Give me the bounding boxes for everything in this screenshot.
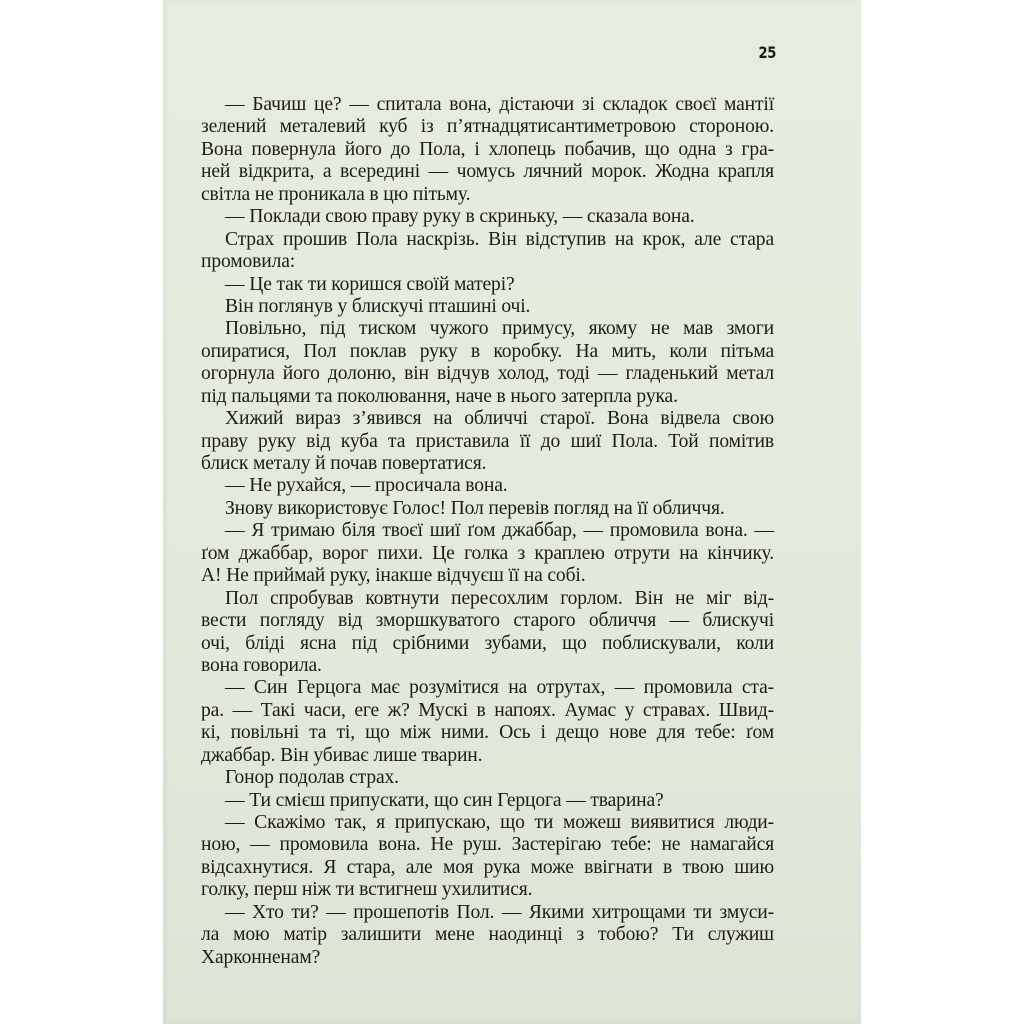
text-line: А! Не приймай руку, інакше відчуєш її на собі. bbox=[201, 565, 586, 587]
text-line: промовила: bbox=[201, 251, 296, 273]
text-line: — Не рухайся, — просичала вона. bbox=[225, 475, 508, 497]
text-line: Він поглянув у блискучі пташині очі. bbox=[225, 295, 531, 317]
text-line: ра. — Такі часи, еге ж? Мускі в напоях. Аумас у стравах. Швид- bbox=[201, 699, 774, 721]
text-line: — Син Герцога має розумітися на отрутах, — промовила ста- bbox=[225, 677, 774, 699]
text-line: — Поклади свою праву руку в скриньку, — сказала вона. bbox=[225, 206, 695, 228]
text-line: опиратися, Пол поклав руку в коробку. На мить, коли пітьма bbox=[201, 340, 774, 362]
text-line: — Хто ти? — прошепотів Пол. — Якими хитрощами ти змуси- bbox=[225, 901, 774, 923]
text-line: ней відкрита, а всередині — чомусь лячний морок. Жодна крапля bbox=[201, 161, 774, 183]
text-line: очі, бліді ясна під срібними зубами, що поблискували, коли bbox=[201, 632, 774, 654]
text-line: Повільно, під тиском чужого примусу, якому не мав змоги bbox=[225, 318, 774, 340]
text-line: Страх прошив Пола наскрізь. Він відступив на крок, але стара bbox=[225, 228, 774, 250]
text-line: ною, — промовила вона. Не руш. Застерігаю тебе: не намагайся bbox=[201, 834, 774, 856]
text-line: праву руку від куба та приставила її до шиї Пола. Той помітив bbox=[201, 430, 774, 452]
body-text bbox=[201, 94, 774, 969]
text-line: — Я тримаю біля твоєї шиї ґом джаббар, — промовила вона. — bbox=[225, 520, 774, 542]
text-line: відсахнутися. Я стара, але моя рука може ввігнати в твою шию bbox=[201, 856, 774, 878]
text-line: ґом джаббар, ворог пихи. Це голка з краплею отрути на кінчику. bbox=[201, 542, 774, 564]
text-line: — Скажімо так, я припускаю, що ти можеш виявитися люди- bbox=[225, 812, 774, 833]
text-line: огорнула його долоню, він відчув холод, тоді — гладенький метал bbox=[201, 363, 774, 385]
text-line: Вона повернула його до Пола, і хлопець побачив, що одна з гра- bbox=[201, 138, 774, 160]
text-line: ла мою матір залишити мене наодинці з тобою? Ти служиш bbox=[201, 924, 774, 946]
text-line: — Ти смієш припускати, що син Герцога — тварина? bbox=[225, 789, 664, 811]
text-line: Хижий вираз з’явився на обличчі старої. Вона відвела свою bbox=[225, 408, 774, 430]
text-line: світла не проникала в цю пітьму. bbox=[201, 183, 471, 205]
text-line: — Бачиш це? — спитала вона, дістаючи зі складок своєї мантії bbox=[225, 94, 774, 115]
text-line: блиск металу й почав повертатися. bbox=[201, 453, 487, 474]
text-line: — Це так ти коришся своїй матері? bbox=[225, 273, 515, 295]
text-line: джаббар. Він убиває лише тварин. bbox=[201, 744, 483, 766]
text-line: вона говорила. bbox=[201, 654, 322, 676]
text-line: Гонор подолав страх. bbox=[225, 767, 399, 789]
text-line: під пальцями та поколювання, наче в нього затерпла рука. bbox=[201, 385, 678, 407]
text-line: вести погляду від зморшкуватого старого обличчя — блискучі bbox=[201, 610, 774, 632]
text-line: голку, перш ніж ти встигнеш ухилитися. bbox=[201, 879, 533, 901]
text-line: зелений металевий куб із п’ятнадцятисантиметровою стороною. bbox=[201, 116, 774, 138]
text-line: Знову використовує Голос! Пол перевів погляд на її обличчя. bbox=[225, 497, 725, 519]
text-line: Пол спробував ковтнути пересохлим горлом. Він не міг від- bbox=[225, 587, 774, 609]
page-number: 25 bbox=[758, 43, 776, 62]
text-line: Харконненам? bbox=[201, 946, 321, 968]
text-line: кі, повільні та ті, що між ними. Ось і дещо нове для тебе: ґом bbox=[201, 722, 774, 744]
